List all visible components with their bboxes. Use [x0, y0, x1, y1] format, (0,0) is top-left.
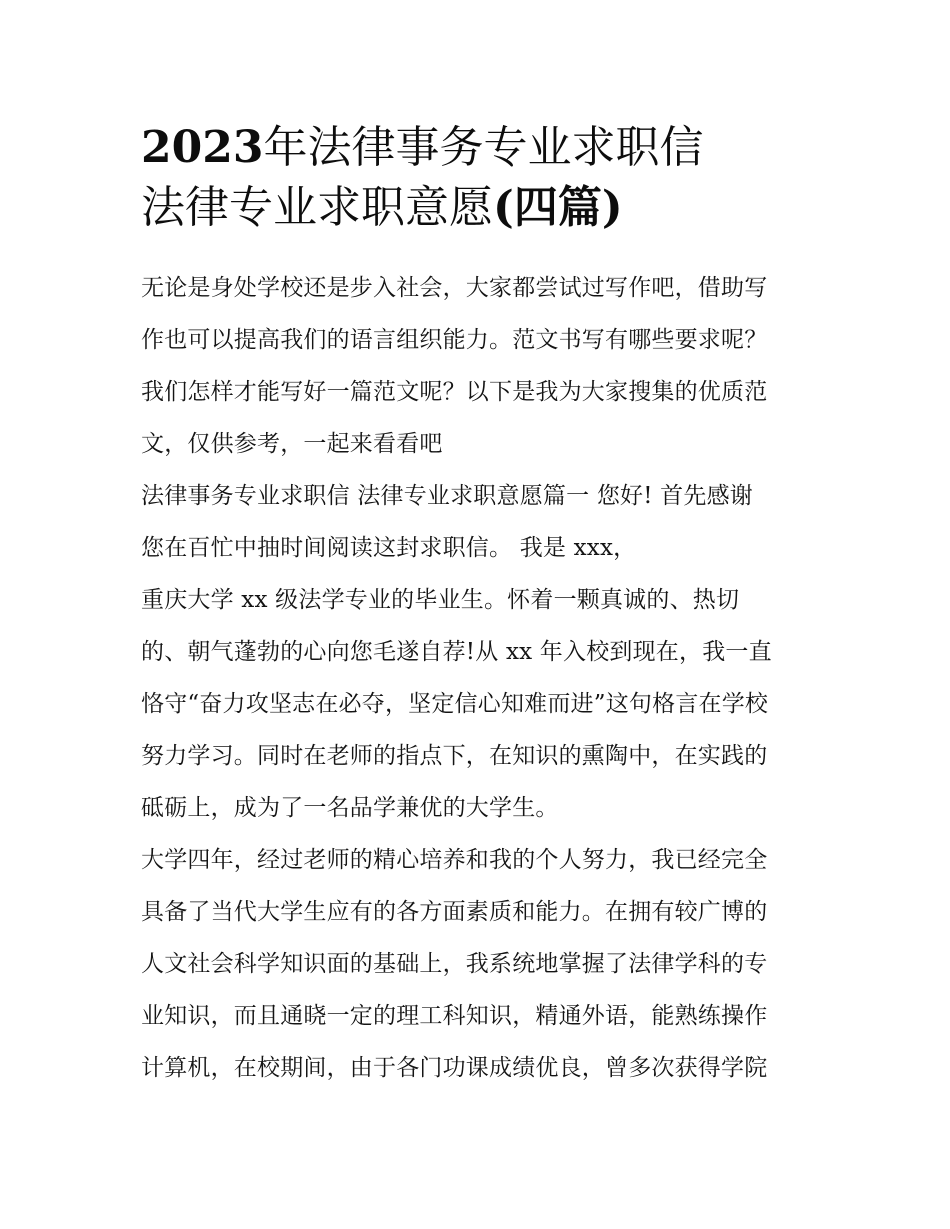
text-line: 砥砺上，成为了一名品学兼优的大学生。	[141, 795, 559, 821]
document-content	[141, 118, 813, 1094]
text-line: 重庆大学 xx 级法学专业的毕业生。怀着一颗真诚的、热切	[141, 587, 740, 613]
text-line: 法律事务专业求职信 法律专业求职意愿篇一 您好! 首先感谢	[141, 483, 753, 509]
text-line: 作也可以提高我们的语言组织能力。范文书写有哪些要求呢？	[141, 327, 768, 353]
text-line: 文，仅供参考，一起来看看吧	[141, 431, 443, 457]
text-line: 努力学习。同时在老师的指点下，在知识的熏陶中，在实践的	[141, 743, 768, 769]
text-line: 的、朝气蓬勃的心向您毛遂自荐!从 xx 年入校到现在，我一直	[141, 639, 772, 665]
title-line-2	[141, 178, 813, 238]
document-title	[141, 118, 813, 238]
text-line: 人文社会科学知识面的基础上，我系统地掌握了法律学科的专	[141, 951, 768, 977]
text-line: 恪守“奋力攻坚志在必夺，坚定信心知难而进”这句格言在学校	[141, 691, 769, 717]
text-line: 计算机，在校期间，由于各门功课成绩优良，曾多次获得学院	[141, 1055, 768, 1081]
text-line: 无论是身处学校还是步入社会，大家都尝试过写作吧，借助写	[141, 275, 768, 301]
text-line: 业知识，而且通晓一定的理工科知识，精通外语，能熟练操作	[141, 1003, 768, 1029]
title-line-1-text: 年法律事务专业求职信	[263, 122, 704, 173]
title-year: 2023	[141, 122, 264, 173]
title-count: (四篇)	[493, 182, 623, 233]
text-line: 您在百忙中抽时间阅读这封求职信。 我是 xxx，	[141, 535, 637, 561]
text-line: 大学四年，经过老师的精心培养和我的个人努力，我已经完全	[141, 847, 768, 873]
text-line: 具备了当代大学生应有的各方面素质和能力。在拥有较广博的	[141, 899, 768, 925]
title-line-1	[141, 118, 813, 178]
title-line-2-text: 法律专业求职意愿	[141, 182, 493, 233]
document-body	[141, 262, 813, 1094]
text-line: 我们怎样才能写好一篇范文呢？以下是我为大家搜集的优质范	[141, 379, 768, 405]
